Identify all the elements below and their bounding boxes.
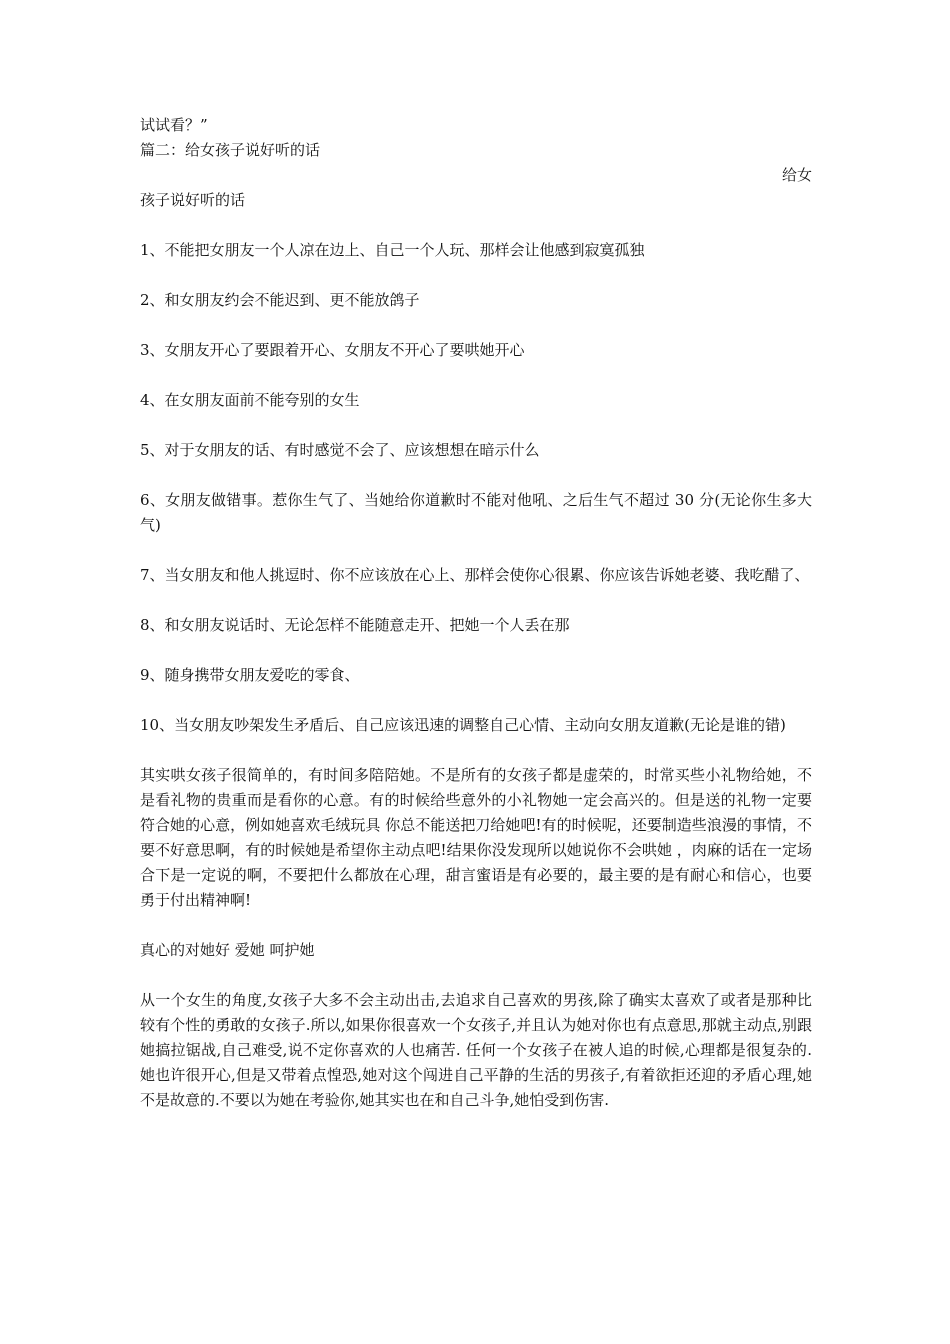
rule-item-6: 6、女朋友做错事。惹你生气了、当她给你道歉时不能对他吼、之后生气不超过 30 分(无论你生多大气)	[140, 491, 812, 534]
heading-part-2: 孩子说好听的话	[140, 191, 246, 209]
motto-line: 真心的对她好 爱她 呵护她	[140, 941, 315, 959]
rule-item-10: 10、当女朋友吵架发生矛盾后、自己应该迅速的调整自己心情、主动向女朋友道歉(无论是谁的错)	[140, 716, 786, 734]
continuation-text: 试试看？”	[140, 116, 208, 134]
rule-item-3: 3、女朋友开心了要跟着开心、女朋友不开心了要哄她开心	[140, 341, 525, 359]
rule-item-9: 9、随身携带女朋友爱吃的零食、	[140, 666, 360, 684]
rule-item-7: 7、当女朋友和他人挑逗时、你不应该放在心上、那样会使你心很累、你应该告诉她老婆、我吃醋了、	[140, 566, 810, 584]
rule-item-2: 2、和女朋友约会不能迟到、更不能放鸽子	[140, 291, 420, 309]
document-page	[140, 113, 812, 1113]
closing-paragraph: 从一个女生的角度,女孩子大多不会主动出击,去追求自己喜欢的男孩,除了确实太喜欢了或者是那种比较有个性的勇敢的女孩子.所以,如果你很喜欢一个女孩子,并且认为她对你也有点意思,那就主动点,别跟她搞拉锯战,自己难受,说不定你喜欢的人也痛苦. 任何一个女孩子在被人追的时候,心理都是很复杂的.她也许很开心,但是又带着点惶恐,她对这个闯进自己平静的生活的男孩子,有着欲拒还迎的矛盾心理,她不是故意的.不要以为她在考验你,她其实也在和自己斗争,她怕受到伤害.	[140, 991, 812, 1109]
rule-item-4: 4、在女朋友面前不能夸别的女生	[140, 391, 360, 409]
section-title: 篇二：给女孩子说好听的话	[140, 141, 321, 159]
rule-item-1: 1、不能把女朋友一个人凉在边上、自己一个人玩、那样会让他感到寂寞孤独	[140, 241, 645, 259]
heading-part-1: 给女	[781, 166, 812, 184]
summary-paragraph: 其实哄女孩子很简单的，有时间多陪陪她。不是所有的女孩子都是虚荣的，时常买些小礼物给她，不是看礼物的贵重而是看你的心意。有的时候给些意外的小礼物她一定会高兴的。但是送的礼物一定要符合她的心意，例如她喜欢毛绒玩具 你总不能送把刀给她吧!有的时候呢，还要制造些浪漫的事情，不要不好意思啊，有的时候她是希望你主动点吧!结果你没发现所以她说你不会哄她 ，肉麻的话在一定场合下是一定说的啊，不要把什么都放在心理，甜言蜜语是有必要的，最主要的是有耐心和信心，也要勇于付出精神啊!	[140, 766, 812, 909]
rule-item-5: 5、对于女朋友的话、有时感觉不会了、应该想想在暗示什么	[140, 441, 540, 459]
rule-item-8: 8、和女朋友说话时、无论怎样不能随意走开、把她一个人丢在那	[140, 616, 570, 634]
